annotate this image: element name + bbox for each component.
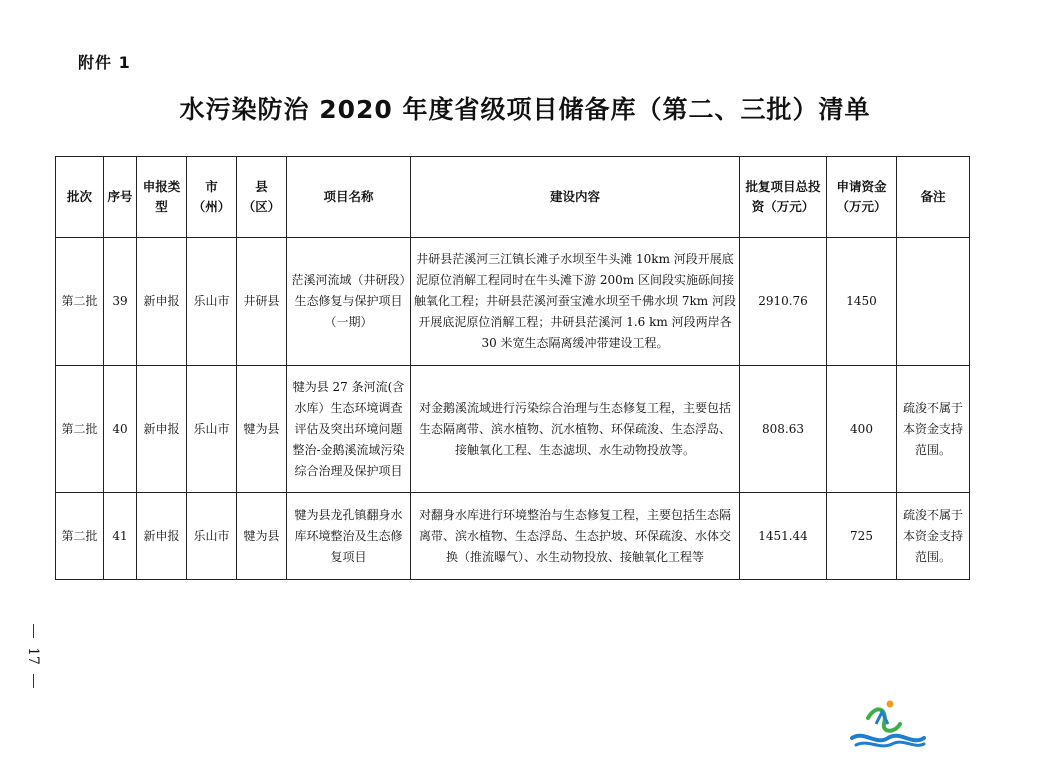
table-row <box>56 238 970 366</box>
cell-type: 新申报 <box>137 238 187 366</box>
cell-notes: 疏浚不属于本资金支持范围。 <box>897 366 970 493</box>
cell-type: 新申报 <box>137 366 187 493</box>
logo-wave-top <box>852 736 924 741</box>
cell-funds: 400 <box>827 366 897 493</box>
table-row <box>56 493 970 580</box>
cell-notes: 疏浚不属于本资金支持范围。 <box>897 493 970 580</box>
cell-funds: 725 <box>827 493 897 580</box>
cell-notes <box>897 238 970 366</box>
logo-green-stroke <box>868 709 900 730</box>
river-logo-icon <box>848 694 928 750</box>
page-number-dash-bottom <box>33 674 34 688</box>
header-city: 市（州） <box>187 157 237 238</box>
cell-county: 犍为县 <box>237 366 287 493</box>
cell-seq: 41 <box>104 493 137 580</box>
cell-seq: 39 <box>104 238 137 366</box>
page-number-text: 17 <box>24 647 41 665</box>
cell-investment: 1451.44 <box>740 493 827 580</box>
header-county: 县（区） <box>237 157 287 238</box>
header-seq: 序号 <box>104 157 137 238</box>
cell-batch: 第二批 <box>56 493 104 580</box>
project-table <box>55 156 970 580</box>
page-number <box>13 624 53 694</box>
cell-content: 对金鹅溪流域进行污染综合治理与生态修复工程，主要包括生态隔离带、滨水植物、沉水植物、环保疏浚、生态浮岛、接触氧化工程、生态滤坝、水生动物投放等。 <box>411 366 740 493</box>
table-header-row <box>56 157 970 238</box>
cell-project-name: 犍为县龙孔镇翻身水库环境整治及生态修复项目 <box>287 493 411 580</box>
cell-project-name: 犍为县 27 条河流(含水库）生态环境调查评估及突出环境问题整治-金鹅溪流域污染综合治理及保护项目 <box>287 366 411 493</box>
header-content: 建设内容 <box>411 157 740 238</box>
logo-wave-bottom <box>856 742 924 746</box>
cell-batch: 第二批 <box>56 238 104 366</box>
attachment-label: 附件 1 <box>78 53 131 72</box>
cell-batch: 第二批 <box>56 366 104 493</box>
cell-project-name: 茫溪河流域（井研段）生态修复与保护项目（一期） <box>287 238 411 366</box>
header-funds: 申请资金（万元） <box>827 157 897 238</box>
cell-city: 乐山市 <box>187 493 237 580</box>
table-row <box>56 366 970 493</box>
cell-county: 犍为县 <box>237 493 287 580</box>
cell-city: 乐山市 <box>187 366 237 493</box>
cell-city: 乐山市 <box>187 238 237 366</box>
cell-type: 新申报 <box>137 493 187 580</box>
page-title: 水污染防治 2020 年度省级项目储备库（第二、三批）清单 <box>179 95 871 124</box>
header-project-name: 项目名称 <box>287 157 411 238</box>
header-batch: 批次 <box>56 157 104 238</box>
cell-investment: 2910.76 <box>740 238 827 366</box>
cell-county: 井研县 <box>237 238 287 366</box>
cell-seq: 40 <box>104 366 137 493</box>
cell-content: 井研县茫溪河三江镇长滩子水坝至牛头滩 10km 河段开展底泥原位消解工程同时在牛头滩下游 200m 区间段实施砾间接触氧化工程；井研县茫溪河蚕宝滩水坝至千佛水坝 7km 河段开展底泥原位消解工程；井研县茫溪河 1.6 km 河段两岸各 30 米宽生态隔离缓冲带建设工程。 <box>411 238 740 366</box>
header-investment: 批复项目总投资（万元） <box>740 157 827 238</box>
header-type: 申报类型 <box>137 157 187 238</box>
cell-content: 对翻身水库进行环境整治与生态修复工程，主要包括生态隔离带、滨水植物、生态浮岛、生态护坡、环保疏浚、水体交换（推流曝气）、水生动物投放、接触氧化工程等 <box>411 493 740 580</box>
cell-funds: 1450 <box>827 238 897 366</box>
cell-investment: 808.63 <box>740 366 827 493</box>
logo-sun <box>887 701 894 708</box>
page-number-dash-top <box>33 624 34 638</box>
header-notes: 备注 <box>897 157 970 238</box>
